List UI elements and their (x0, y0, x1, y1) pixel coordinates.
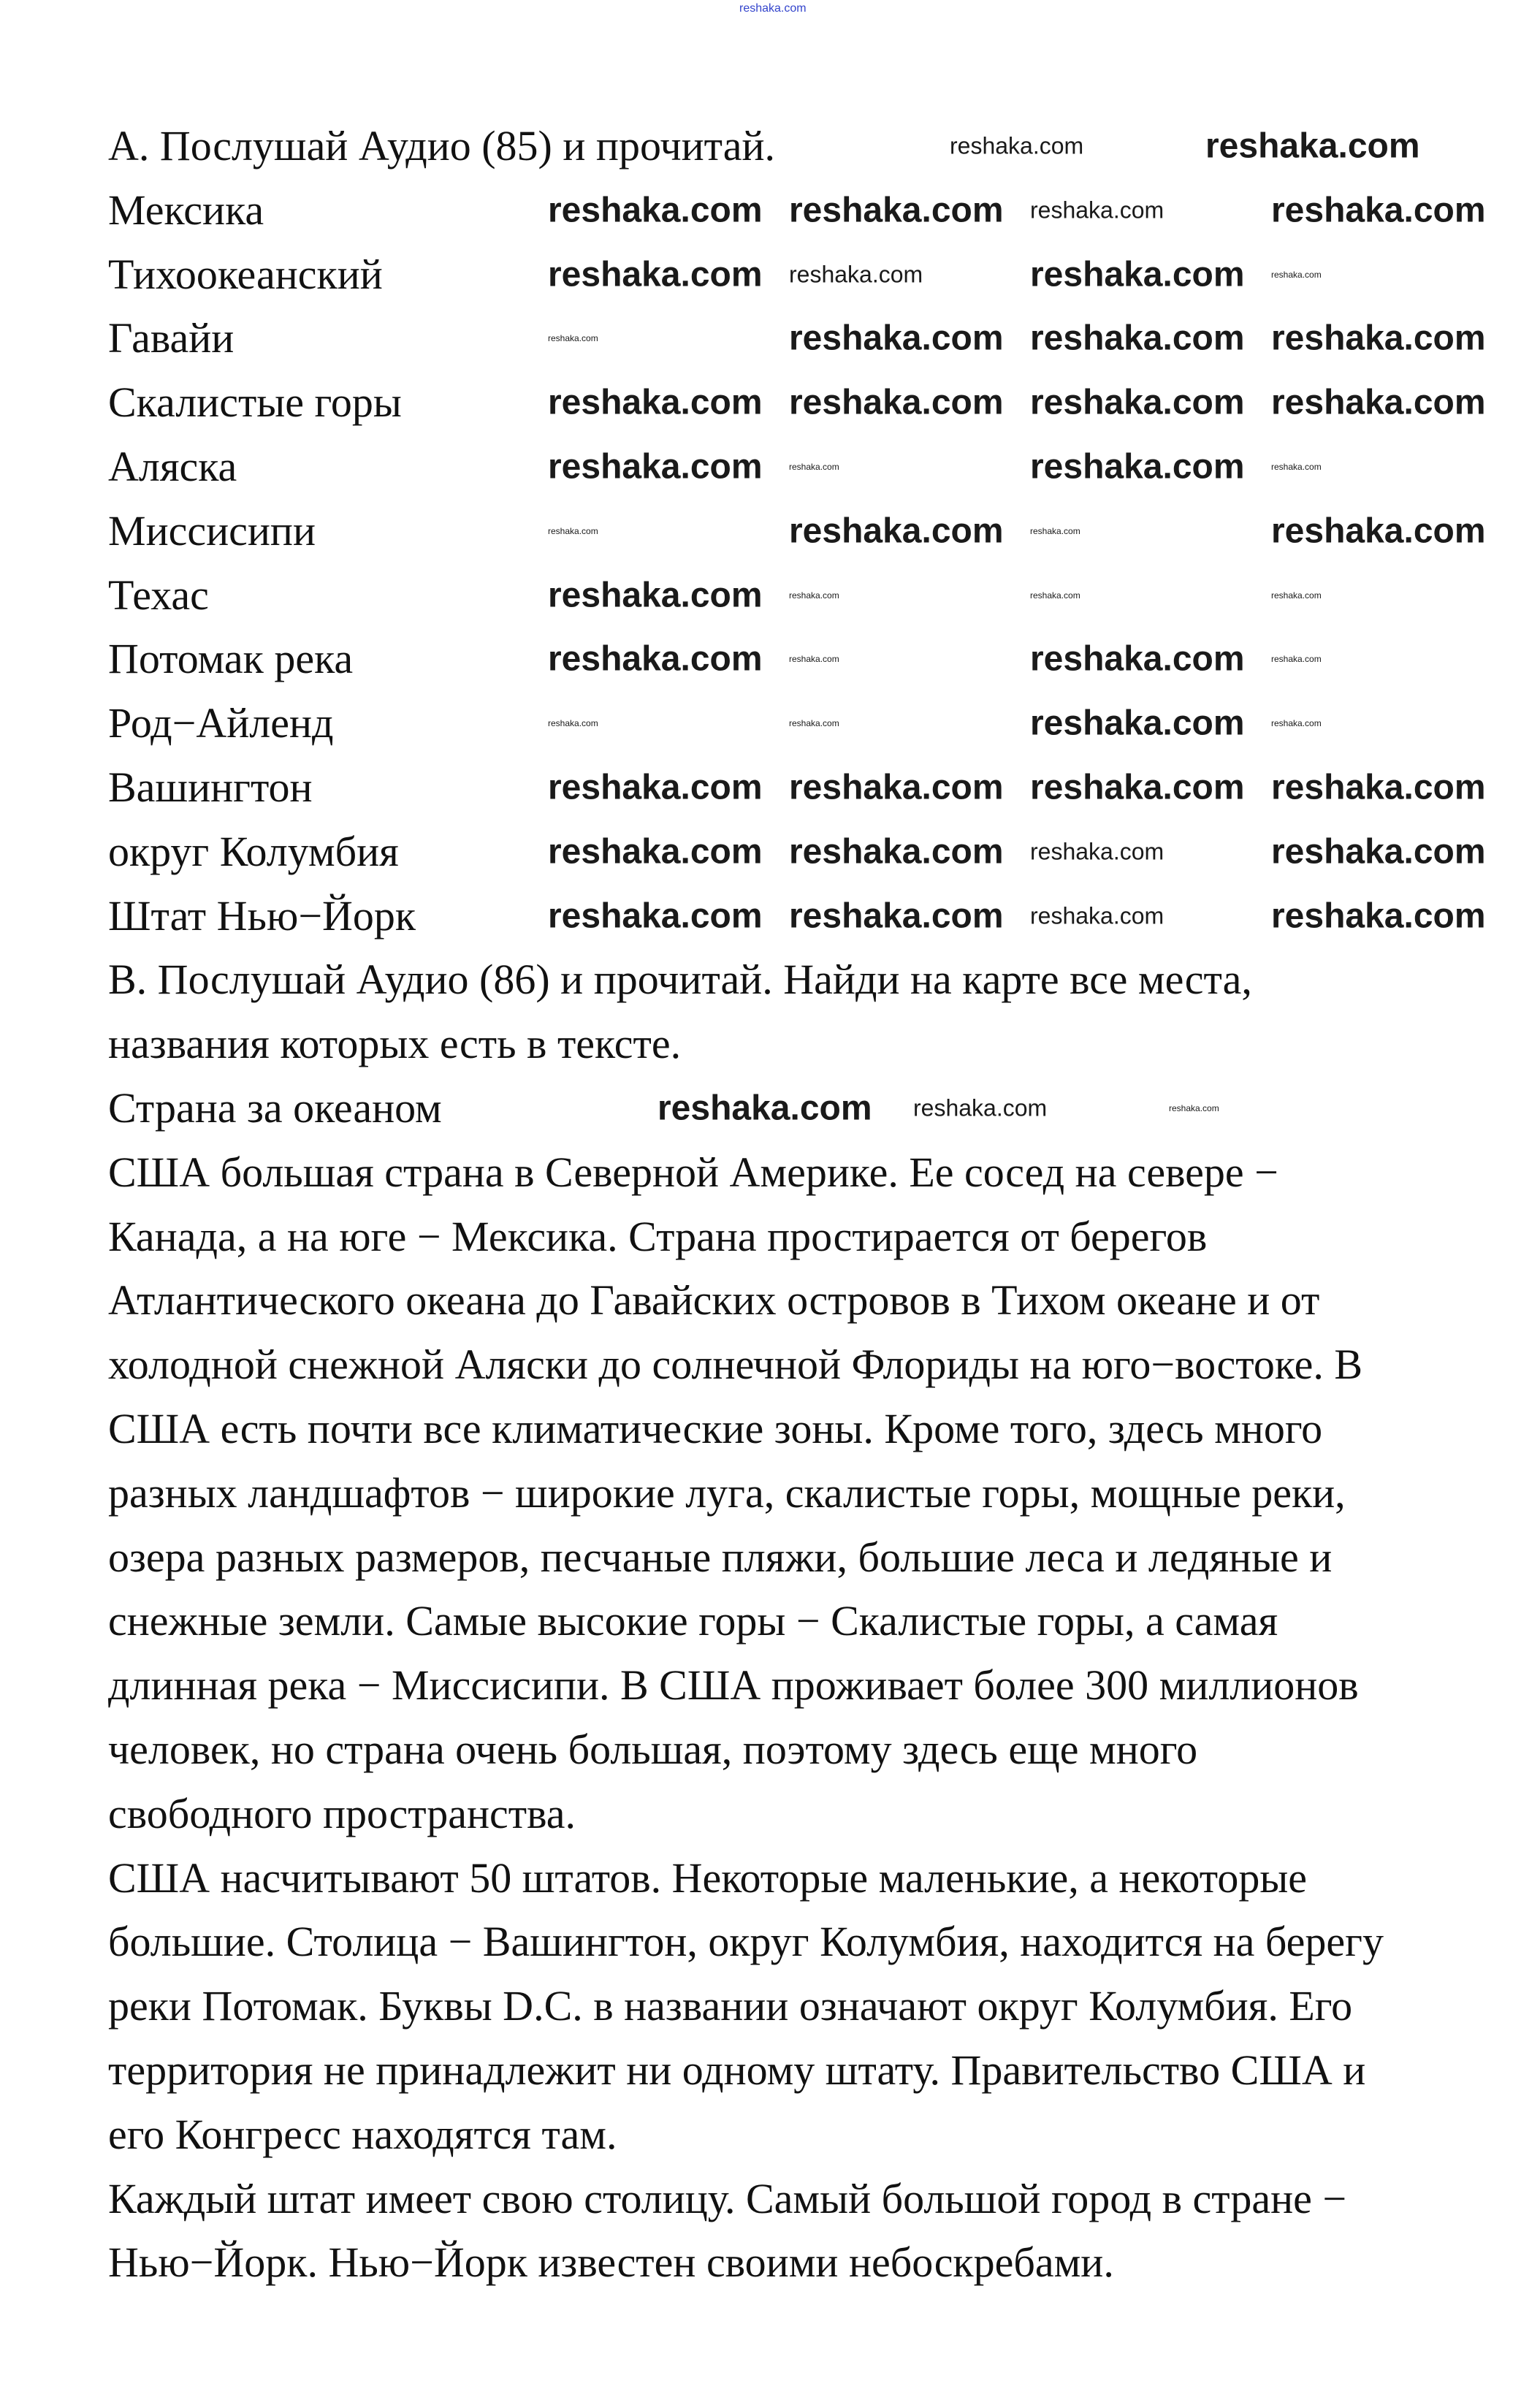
watermark: reshaka.com (548, 768, 763, 807)
watermark: reshaka.com (548, 832, 763, 872)
watermark: reshaka.com (1030, 590, 1080, 601)
watermark: reshaka.com (1030, 768, 1245, 807)
watermark: reshaka.com (1271, 191, 1486, 230)
watermark: reshaka.com (1030, 639, 1245, 679)
watermark: reshaka.com (1030, 255, 1245, 294)
text-line: названия которых есть в тексте. (108, 1020, 682, 1068)
text-line: Техас (108, 571, 209, 619)
watermark: reshaka.com (1271, 718, 1322, 728)
watermark: reshaka.com (1030, 526, 1080, 536)
watermark: reshaka.com (657, 1089, 872, 1128)
watermark: reshaka.com (789, 768, 1004, 807)
document-text (108, 114, 1384, 2295)
watermark: reshaka.com (1271, 383, 1486, 422)
text-line: округ Колумбия (108, 827, 399, 875)
watermark: reshaka.com (789, 191, 1004, 230)
watermark: reshaka.com (1030, 197, 1164, 224)
text-line: длинная река − Миссисипи. В США проживает более 300 миллионов (108, 1661, 1359, 1710)
watermark: reshaka.com (789, 896, 1004, 936)
watermark: reshaka.com (548, 191, 763, 230)
watermark: reshaka.com (1030, 902, 1164, 929)
watermark: reshaka.com (548, 526, 598, 536)
watermark: reshaka.com (548, 718, 598, 728)
text-line: Вашингтон (108, 763, 313, 811)
watermark: reshaka.com (1030, 383, 1245, 422)
task-heading: A. Послушай Аудио (85) и прочитай. (108, 122, 775, 169)
watermark: reshaka.com (1030, 319, 1245, 358)
text-line: Потомак река (108, 635, 354, 683)
watermark: reshaka.com (1271, 768, 1486, 807)
text-line: человек, но страна очень большая, поэтому здесь еще много (108, 1725, 1198, 1773)
watermark: reshaka.com (1271, 462, 1322, 472)
text-line: США есть почти все климатические зоны. Кроме того, здесь много (108, 1404, 1323, 1452)
text-line: США насчитывают 50 штатов. Некоторые маленькие, а некоторые (108, 1853, 1308, 1902)
watermark: reshaka.com (789, 718, 839, 728)
text-line: Штат Нью−Йорк (108, 891, 416, 940)
task-heading: B. Послушай Аудио (86) и прочитай. Найди на карте все места, (108, 956, 1252, 1004)
watermark: reshaka.com (548, 255, 763, 294)
text-line: большие. Столица − Вашингтон, округ Колумбия, находится на берегу (108, 1918, 1384, 1966)
watermark: reshaka.com (1030, 838, 1164, 865)
text-line: холодной снежной Аляски до солнечной Флориды на юго−востоке. В (108, 1341, 1363, 1389)
watermark: reshaka.com (789, 511, 1004, 551)
text-line: Нью−Йорк. Нью−Йорк известен своими небоскребами. (108, 2238, 1114, 2287)
watermark: reshaka.com (789, 319, 1004, 358)
text-line: территория не принадлежит ни одному штату. Правительство США и (108, 2046, 1366, 2094)
text-line: Канада, а на юге − Мексика. Страна простирается от берегов (108, 1212, 1208, 1260)
watermark: reshaka.com (789, 654, 839, 664)
watermark: reshaka.com (950, 132, 1084, 159)
text-line: Аляска (108, 442, 237, 490)
text-line: США большая страна в Северной Америке. Ее сосед на севере − (108, 1148, 1278, 1196)
watermark: reshaka.com (548, 333, 598, 343)
text-title: Страна за океаном (108, 1083, 442, 1132)
text-line: Мексика (108, 186, 264, 234)
text-line: Скалистые горы (108, 378, 402, 427)
text-line: Род−Айленд (108, 699, 334, 747)
watermark: reshaka.com (1271, 896, 1486, 936)
text-line: Миссисипи (108, 506, 316, 555)
text-line: Каждый штат имеет свою столицу. Самый большой город в стране − (108, 2174, 1347, 2222)
watermark: reshaka.com (1205, 126, 1420, 166)
text-line: свободного пространства. (108, 1789, 576, 1837)
watermark: reshaka.com (1271, 270, 1322, 280)
text-line: реки Потомак. Буквы D.C. в названии означают округ Колумбия. Его (108, 1982, 1353, 2030)
text-line: Тихоокеанский (108, 250, 383, 298)
text-line: озера разных размеров, песчаные пляжи, большие леса и ледяные и (108, 1533, 1333, 1581)
text-line: снежные земли. Самые высокие горы − Скалистые горы, а самая (108, 1597, 1278, 1645)
watermark: reshaka.com (548, 896, 763, 936)
watermark: reshaka.com (789, 261, 923, 288)
watermark: reshaka.com (789, 462, 839, 472)
watermark: reshaka.com (789, 832, 1004, 872)
text-line: разных ландшафтов − широкие луга, скалистые горы, мощные реки, (108, 1468, 1346, 1517)
watermark: reshaka.com (1271, 654, 1322, 664)
watermark: reshaka.com (548, 576, 763, 615)
watermark: reshaka.com (548, 383, 763, 422)
watermark: reshaka.com (1030, 447, 1245, 487)
watermark: reshaka.com (548, 639, 763, 679)
watermark: reshaka.com (739, 2, 807, 15)
watermark: reshaka.com (1271, 832, 1486, 872)
watermark: reshaka.com (548, 447, 763, 487)
text-line: Гавайи (108, 314, 235, 362)
watermark: reshaka.com (789, 383, 1004, 422)
watermark: reshaka.com (789, 590, 839, 601)
watermark: reshaka.com (1271, 590, 1322, 601)
watermark: reshaka.com (1169, 1103, 1219, 1113)
text-line: его Конгресс находятся там. (108, 2110, 617, 2158)
watermark: reshaka.com (1271, 511, 1486, 551)
text-line: Атлантического океана до Гавайских островов в Тихом океане и от (108, 1276, 1320, 1325)
watermark: reshaka.com (913, 1094, 1048, 1121)
watermark: reshaka.com (1030, 704, 1245, 743)
watermark: reshaka.com (1271, 319, 1486, 358)
